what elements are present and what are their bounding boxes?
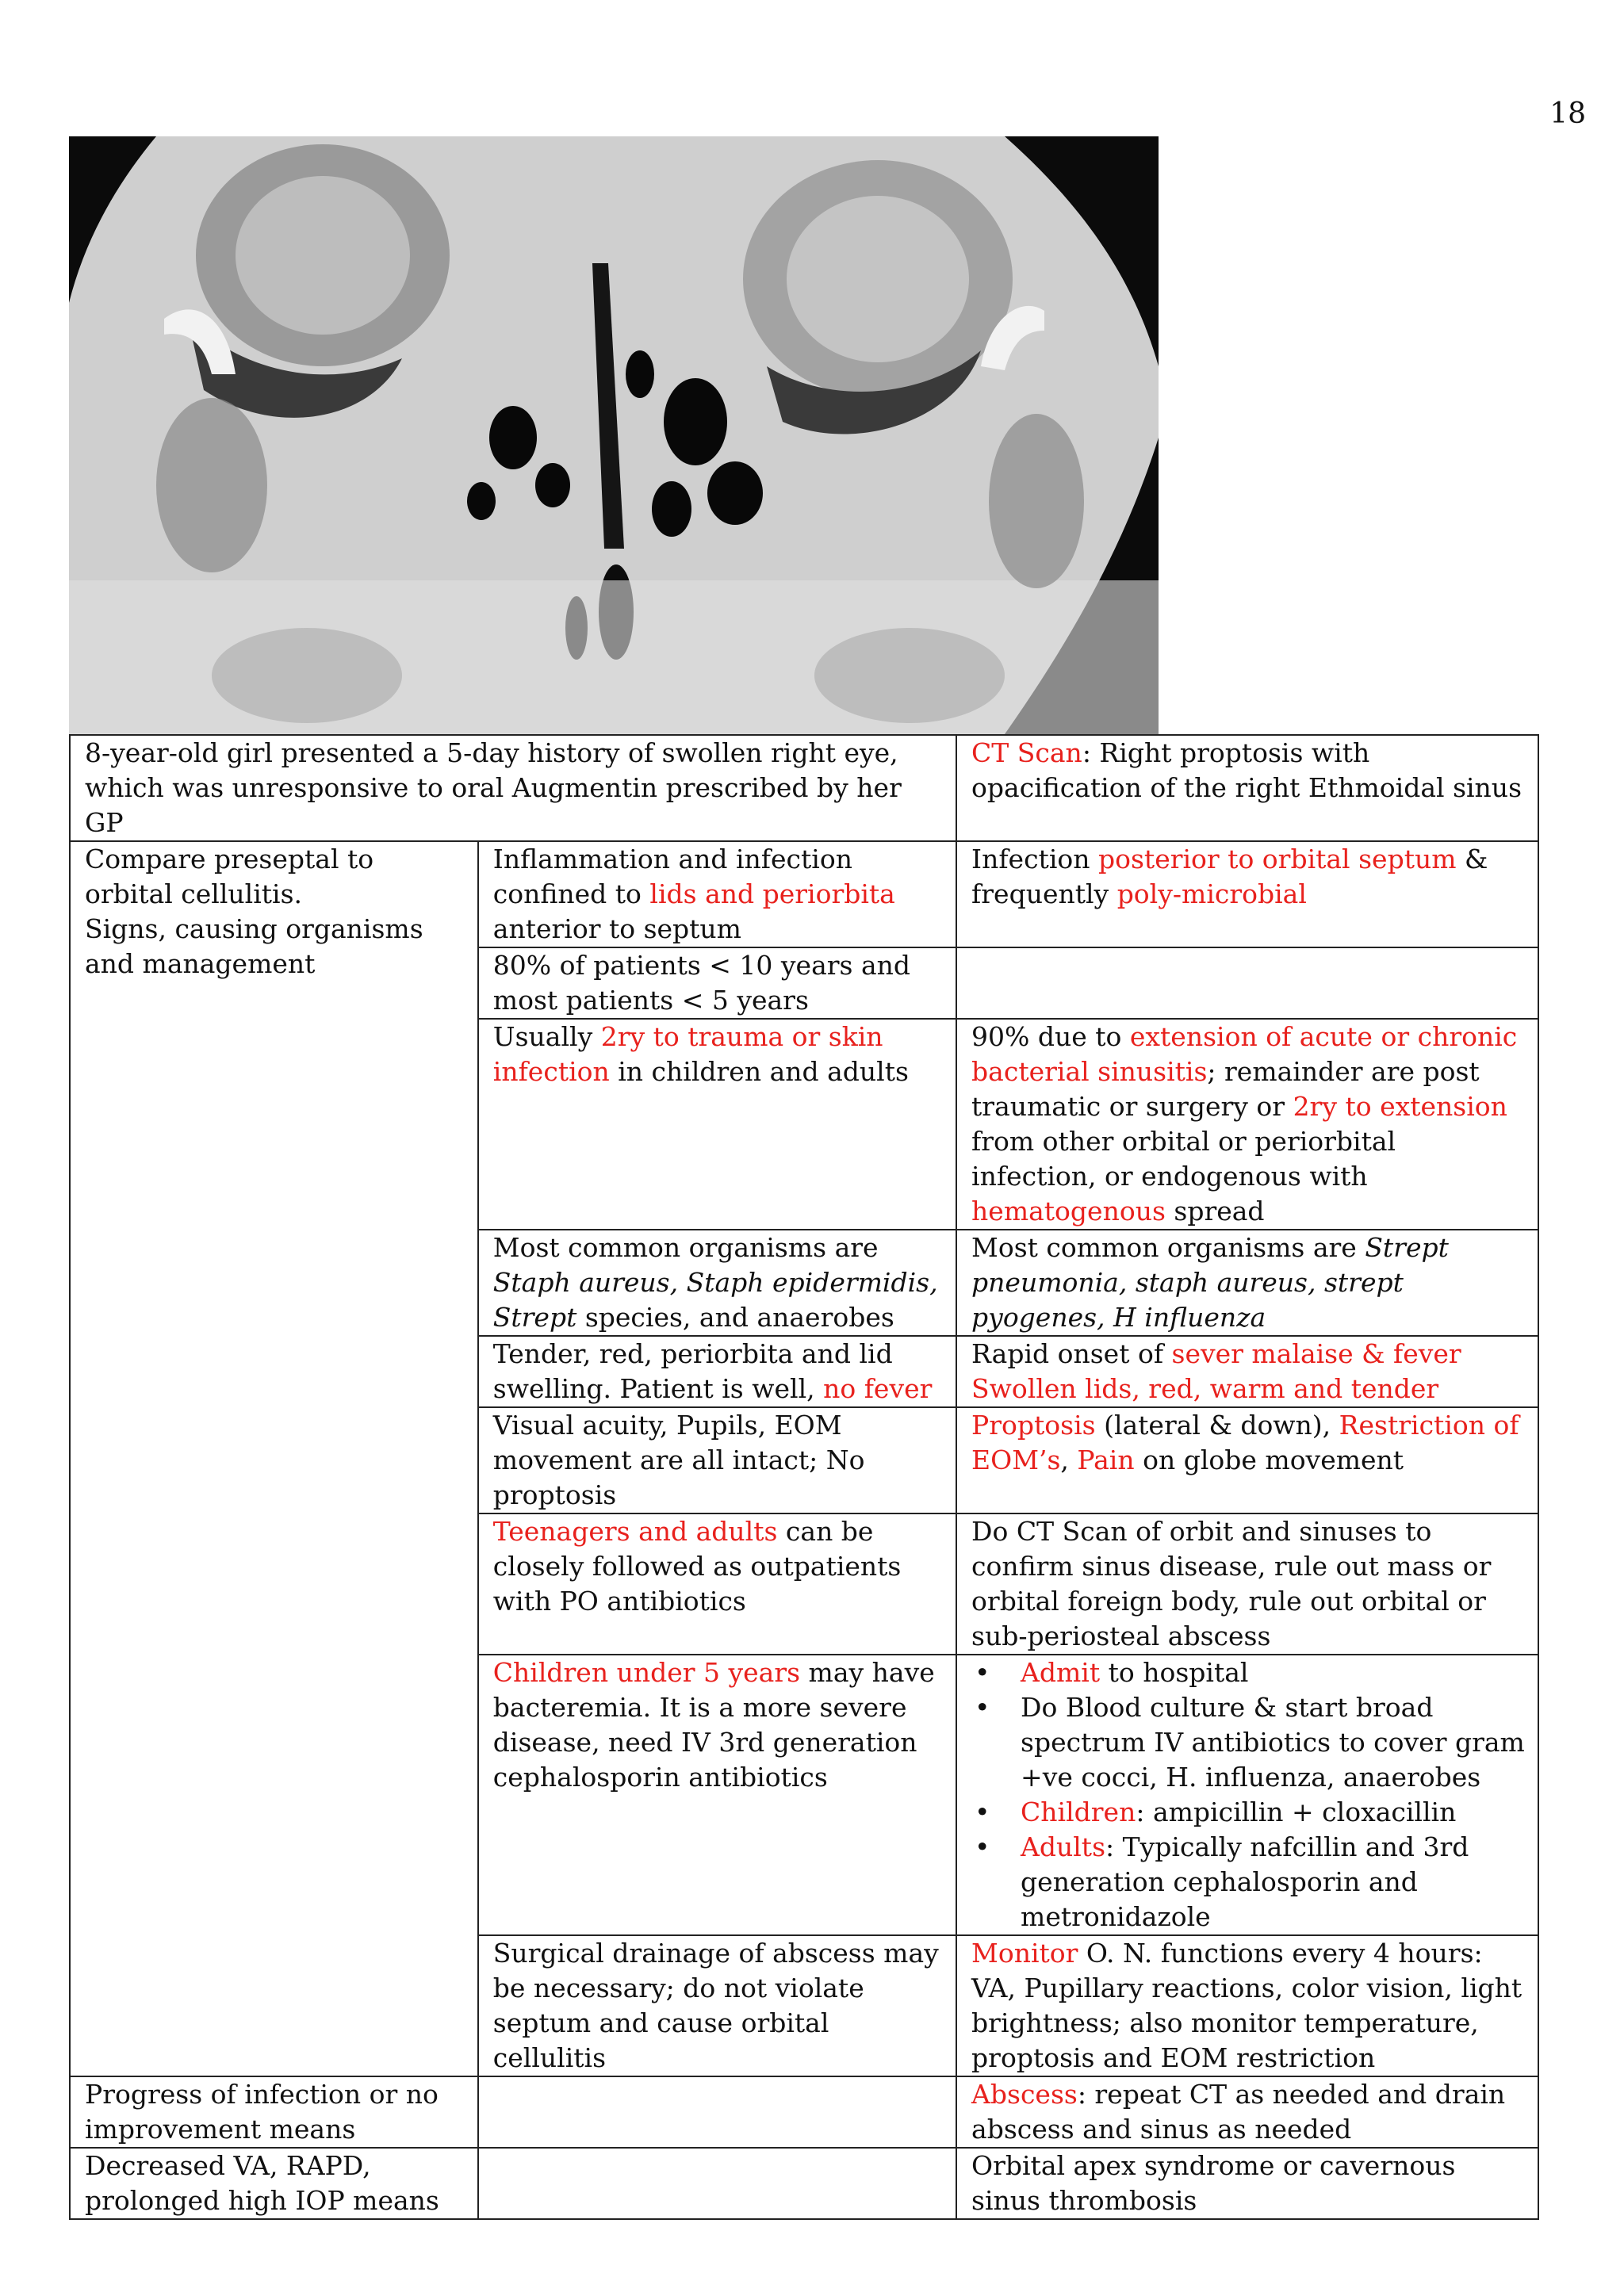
highlight-text: sever malaise & fever <box>1171 1338 1461 1369</box>
cell-text: & frequently <box>971 844 1488 909</box>
highlight-text: no fever <box>823 1373 933 1404</box>
cell-text: may have bacteremia. It is a more severe disease, need IV 3rd generation cephalosporin antibiotics <box>492 1657 935 1793</box>
highlight-text: 2ry to trauma or skin infection <box>492 1021 883 1087</box>
question-cell <box>70 841 478 2076</box>
page-number: 18 <box>1549 98 1586 130</box>
orbital-cell <box>956 1336 1538 1407</box>
highlight-text: Children under 5 years <box>492 1657 801 1688</box>
ct-scan-cell <box>956 735 1538 841</box>
orbital-cell <box>956 1230 1538 1336</box>
preseptal-cell <box>478 1935 956 2076</box>
list-item <box>971 1690 1525 1795</box>
cell-text: on globe movement <box>1134 1445 1404 1475</box>
orbital-cell <box>956 1407 1538 1513</box>
list-item <box>971 1795 1525 1830</box>
cell-text: Orbital apex syndrome or cavernous sinus thrombosis <box>971 2150 1456 2216</box>
organism-names: Strept pneumonia, staph aureus, strept pyogenes, H influenza <box>971 1232 1449 1333</box>
cell-text: in children and adults <box>609 1056 909 1087</box>
cell-text: Most common organisms are <box>971 1232 1365 1263</box>
cell-text: Tender, red, periorbita and lid swelling. Patient is well, <box>492 1338 893 1404</box>
cell-text: Decreased VA, RAPD, prolonged high IOP means <box>85 2150 439 2216</box>
table-row <box>70 2148 1538 2219</box>
preseptal-cell <box>478 1336 956 1407</box>
case-description-cell <box>70 735 956 841</box>
cell-text: spread <box>1165 1196 1265 1226</box>
cell-text: Usually <box>492 1021 601 1052</box>
highlight-text: posterior to orbital septum <box>1098 844 1457 874</box>
orbital-cell <box>956 2148 1538 2219</box>
cellulitis-comparison-table <box>69 734 1539 2220</box>
bullet-icon: • <box>975 1797 990 1827</box>
orbital-cell <box>956 1655 1538 1935</box>
highlight-text: Abscess <box>971 2079 1078 2110</box>
question-cell <box>70 2148 478 2219</box>
preseptal-cell <box>478 1655 956 1935</box>
cell-text: to hospital <box>1100 1657 1249 1688</box>
cell-text: : Typically nafcillin and 3rd generation cephalosporin and metronidazole <box>1021 1831 1469 1932</box>
management-list <box>971 1655 1525 1934</box>
cell-text: Visual acuity, Pupils, EOM movement are all intact; No proptosis <box>492 1410 865 1510</box>
highlight-text: hematogenous <box>971 1196 1166 1226</box>
cell-text: , <box>1060 1445 1078 1475</box>
cell-text: Surgical drainage of abscess may be necessary; do not violate septum and cause orbital cellulitis <box>492 1938 939 2073</box>
cell-text: : repeat CT as needed and drain abscess and sinus as needed <box>971 2079 1506 2145</box>
cell-text: (lateral & down), <box>1095 1410 1339 1441</box>
highlight-text: Monitor <box>971 1938 1078 1969</box>
question-line: Signs, causing organisms and management <box>85 913 423 979</box>
preseptal-cell <box>478 841 956 947</box>
cell-text: O. N. functions every 4 hours: VA, Pupillary reactions, color vision, light brightness; also monitor temperature, proptosis and EOM restriction <box>971 1938 1522 2073</box>
cell-text: Do CT Scan of orbit and sinuses to confirm sinus disease, rule out mass or orbital foreign body, rule out orbital or sub-periosteal abscess <box>971 1516 1492 1651</box>
preseptal-cell <box>478 2148 956 2219</box>
highlight-text: Children <box>1021 1797 1136 1827</box>
ct-scan-text: : Right proptosis with opacification of the right Ethmoidal sinus <box>971 737 1522 803</box>
ct-scan-orbits-image <box>69 136 1159 734</box>
preseptal-cell <box>478 2076 956 2148</box>
bullet-icon: • <box>975 1657 990 1688</box>
cell-text: from other orbital or periorbital infection, or endogenous with <box>971 1126 1396 1192</box>
cell-text: Do Blood culture & start broad spectrum IV antibiotics to cover gram +ve cocci, H. influenza, anaerobes <box>1021 1692 1525 1793</box>
orbital-cell <box>956 1019 1538 1230</box>
organism-names: Staph aureus, Staph epidermidis, Strept <box>492 1267 938 1333</box>
highlight-text: poly-microbial <box>1116 878 1307 909</box>
highlight-text: Adults <box>1021 1831 1106 1862</box>
orbital-cell <box>956 1513 1538 1655</box>
cell-text: Inflammation and infection confined to <box>492 844 852 909</box>
orbital-cell <box>956 841 1538 947</box>
cell-text: species, and anaerobes <box>576 1302 894 1333</box>
cell-text: anterior to septum <box>492 913 741 944</box>
cell-text: Infection <box>971 844 1098 874</box>
ct-scan-label: CT Scan <box>971 737 1082 768</box>
preseptal-cell <box>478 1407 956 1513</box>
cell-text: 80% of patients < 10 years and most patients < 5 years <box>492 950 910 1016</box>
question-cell <box>70 2076 478 2148</box>
bullet-icon: • <box>975 1831 990 1862</box>
highlight-text: Pain <box>1077 1445 1135 1475</box>
table-row <box>70 841 1538 947</box>
orbital-cell <box>956 947 1538 1019</box>
cell-text: Most common organisms are <box>492 1232 879 1263</box>
preseptal-cell <box>478 1230 956 1336</box>
highlight-text: 2ry to extension <box>1293 1091 1507 1122</box>
highlight-text: Admit <box>1021 1657 1101 1688</box>
preseptal-cell <box>478 1513 956 1655</box>
case-description: 8-year-old girl presented a 5-day history of swollen right eye, which was unresponsive to oral Augmentin prescribed by her GP <box>85 737 902 838</box>
cell-text: 90% due to <box>971 1021 1130 1052</box>
bullet-icon: • <box>975 1692 990 1723</box>
cell-text: ; remainder are post traumatic or surgery or <box>971 1056 1480 1122</box>
orbital-cell <box>956 2076 1538 2148</box>
highlight-text: lids and periorbita <box>649 878 895 909</box>
ct-scan-image <box>69 136 1159 734</box>
highlight-text: Swollen lids, red, warm and tender <box>971 1373 1439 1404</box>
list-item <box>971 1830 1525 1934</box>
preseptal-cell <box>478 947 956 1019</box>
table-row <box>70 735 1538 841</box>
highlight-text: extension of acute or chronic bacterial sinusitis <box>971 1021 1518 1087</box>
highlight-text: Teenagers and adults <box>492 1516 778 1547</box>
table-row <box>70 2076 1538 2148</box>
question-line: Compare preseptal to orbital cellulitis. <box>85 844 374 909</box>
cell-text: : ampicillin + cloxacillin <box>1136 1797 1457 1827</box>
cell-text: can be closely followed as outpatients with PO antibiotics <box>492 1516 902 1617</box>
preseptal-cell <box>478 1019 956 1230</box>
cell-text: Progress of infection or no improvement means <box>85 2079 439 2145</box>
list-item <box>971 1655 1525 1690</box>
highlight-text: Proptosis <box>971 1410 1096 1441</box>
highlight-text: Restriction of EOM’s <box>971 1410 1519 1475</box>
cell-text: Rapid onset of <box>971 1338 1172 1369</box>
orbital-cell <box>956 1935 1538 2076</box>
